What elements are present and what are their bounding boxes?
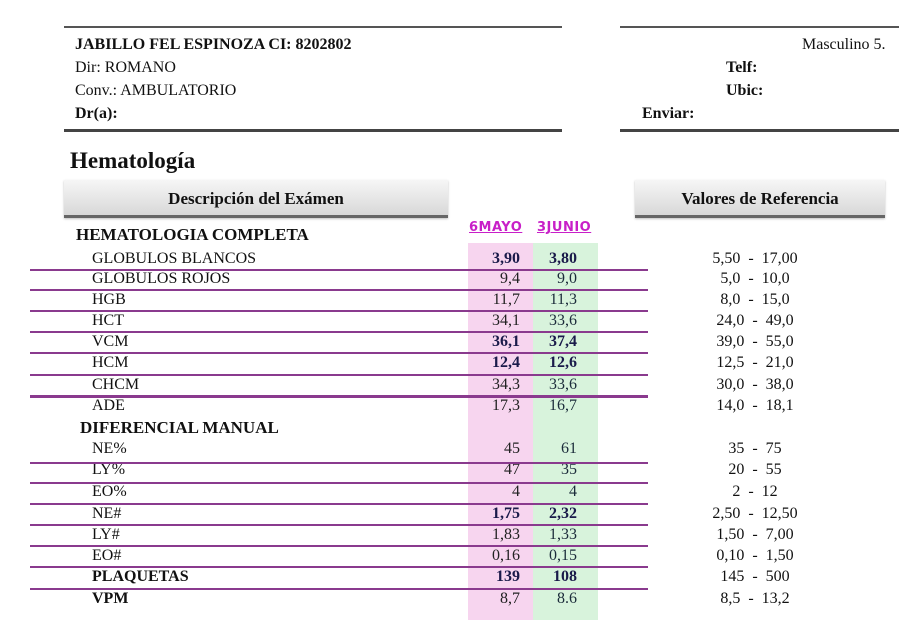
test-name: GLOBULOS BLANCOS [92, 250, 257, 267]
patient-address: Dir: ROMANO [75, 59, 176, 76]
test-name: GLOBULOS ROJOS [92, 270, 231, 287]
doctor-label: Dr(a): [75, 105, 118, 122]
test-name: CHCM [92, 376, 140, 393]
row-separator [30, 545, 648, 547]
reference-range: 12,5 - 21,0 [716, 354, 794, 371]
row-separator [30, 352, 648, 354]
value-may: 1,75 [492, 505, 520, 522]
row-separator [30, 524, 648, 526]
value-june: 11,3 [549, 291, 577, 308]
row-separator [30, 566, 648, 568]
row-separator [30, 482, 648, 484]
patient-extra-box [620, 26, 899, 132]
row-separator [30, 588, 648, 590]
value-june: 33,6 [549, 312, 577, 329]
value-june: 4 [569, 483, 577, 500]
patient-info-box [64, 26, 562, 132]
value-may: 47 [504, 461, 520, 478]
test-name: HCM [92, 354, 129, 371]
reference-range: 145 - 500 [720, 568, 790, 585]
value-may: 139 [496, 568, 520, 585]
patient-convenio: Conv.: AMBULATORIO [75, 82, 237, 99]
patient-name: JABILLO FEL ESPINOZA CI: 8202802 [75, 36, 352, 53]
value-june: 1,33 [549, 526, 577, 543]
value-june: 9,0 [557, 270, 577, 287]
test-name: HGB [92, 291, 126, 308]
test-name: VPM [92, 590, 129, 607]
reference-range: 0,10 - 1,50 [716, 547, 794, 564]
value-may: 36,1 [492, 333, 520, 350]
ubic-label: Ubic: [726, 82, 764, 99]
value-may: 12,4 [492, 354, 520, 371]
value-may: 9,4 [500, 270, 520, 287]
value-may: 34,1 [492, 312, 520, 329]
reference-range: 5,50 - 17,00 [712, 250, 798, 267]
value-may: 17,3 [492, 397, 520, 414]
value-june: 0,15 [549, 547, 577, 564]
value-june: 8.6 [557, 590, 577, 607]
telf-label: Telf: [726, 59, 758, 76]
test-name: PLAQUETAS [92, 568, 189, 585]
row-separator [30, 310, 648, 312]
row-separator [30, 462, 648, 464]
group-hematologia: HEMATOLOGIA COMPLETA [76, 225, 309, 244]
value-june: 108 [553, 568, 577, 585]
value-may: 34,3 [492, 376, 520, 393]
reference-range: 2 - 12 [732, 483, 778, 500]
reference-range: 8,0 - 15,0 [720, 291, 790, 308]
value-may: 8,7 [500, 590, 520, 607]
value-may: 3,90 [492, 250, 520, 267]
value-june: 35 [561, 461, 577, 478]
value-may: 45 [504, 440, 520, 457]
test-name: LY# [92, 526, 120, 543]
value-june: 16,7 [549, 397, 577, 414]
date-label-may: 6MAYO [469, 220, 523, 235]
test-name: EO# [92, 547, 122, 564]
reference-range: 5,0 - 10,0 [720, 270, 790, 287]
reference-range: 24,0 - 49,0 [716, 312, 794, 329]
row-separator [30, 374, 648, 376]
test-name: EO% [92, 483, 127, 500]
reference-range: 14,0 - 18,1 [716, 397, 794, 414]
reference-range: 39,0 - 55,0 [716, 333, 794, 350]
reference-header: Valores de Referencia [635, 180, 885, 218]
date-label-june: 3JUNIO [537, 220, 592, 235]
value-may: 0,16 [492, 547, 520, 564]
reference-range: 1,50 - 7,00 [716, 526, 794, 543]
test-name: HCT [92, 312, 124, 329]
value-may: 4 [512, 483, 520, 500]
value-june: 33,6 [549, 376, 577, 393]
value-june: 3,80 [549, 250, 577, 267]
row-separator [30, 269, 648, 271]
value-june: 2,32 [549, 505, 577, 522]
value-june: 37,4 [549, 333, 577, 350]
reference-range: 35 - 75 [728, 440, 782, 457]
page-title: Hematología [70, 148, 196, 173]
test-name: VCM [92, 333, 129, 350]
test-name: ADE [92, 397, 125, 414]
row-separator [30, 396, 648, 398]
group-diferencial: DIFERENCIAL MANUAL [80, 418, 279, 437]
test-name: NE# [92, 505, 122, 522]
reference-range: 8,5 - 13,2 [720, 590, 790, 607]
value-june: 12,6 [549, 354, 577, 371]
patient-sex: Masculino 5. [802, 36, 886, 53]
row-separator [30, 289, 648, 291]
value-june: 61 [561, 440, 577, 457]
test-name: LY% [92, 461, 126, 478]
description-header: Descripción del Exámen [64, 180, 448, 218]
value-may: 1,83 [492, 526, 520, 543]
reference-range: 20 - 55 [728, 461, 782, 478]
enviar-label: Enviar: [642, 105, 695, 122]
value-may: 11,7 [492, 291, 520, 308]
reference-range: 2,50 - 12,50 [712, 505, 798, 522]
test-name: NE% [92, 440, 127, 457]
reference-range: 30,0 - 38,0 [716, 376, 794, 393]
row-separator [30, 503, 648, 505]
row-separator [30, 331, 648, 333]
